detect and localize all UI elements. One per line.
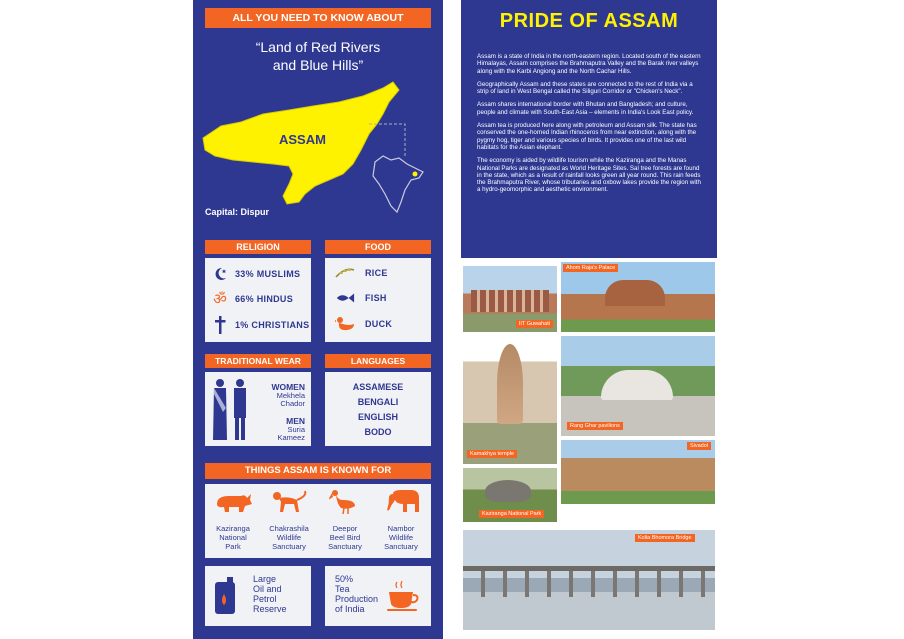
about-text-block (477, 53, 705, 200)
religion-label-muslims: 33% MUSLIMS (235, 269, 301, 279)
known-deepor-line-2: Beel Bird (329, 533, 361, 542)
wear-men-title: MEN (286, 416, 305, 426)
caption-iit-guwahati: IIT Guwahati (516, 320, 553, 328)
known-chakrashila-line-3: Sanctuary (272, 542, 306, 551)
languages-box (325, 372, 431, 446)
oil-box (205, 566, 311, 626)
about-paragraph-2: Geographically Assam and these states are connected to the rest of India via a strip of land in West Bengal called the Siliguri Corridor or "Chicken's Neck". (477, 80, 693, 96)
about-paragraph-1: Assam is a state of India in the north-eastern region. Located south of the eastern Himalayas, Assam comprises the Brahmaputra Valley and the Barak river valleys along with the Karbi Angiong and the North Cachar Hills. (477, 53, 701, 75)
photo-kaziranga-park (463, 468, 557, 522)
religion-row-hindus (211, 291, 293, 307)
wear-men-item-2: Kameez (277, 433, 305, 442)
photo-iit-guwahati (463, 266, 557, 332)
caption-sivadol: Sivadol (687, 442, 711, 450)
wear-women (271, 382, 305, 408)
known-chakrashila (261, 524, 317, 551)
duck-icon (335, 316, 355, 332)
photo-rang-ghar (561, 336, 715, 436)
tea-box (325, 566, 431, 626)
known-chakrashila-line-1: Chakrashila (269, 524, 309, 533)
religion-row-christians (211, 316, 309, 334)
religion-header: RELIGION (205, 240, 311, 254)
india-outline-icon (373, 156, 423, 212)
om-icon: ॐ (213, 290, 227, 308)
wear-women-item-2: Chador (280, 399, 305, 408)
caption-ahom-palace: Ahom Raja's Palace (563, 264, 618, 272)
food-label-fish: FISH (365, 293, 387, 303)
oil-line-4: Reserve (253, 604, 287, 614)
known-kaziranga-line-2: National (219, 533, 247, 542)
right-info-panel (461, 0, 717, 639)
photo-collage (461, 258, 717, 639)
tea-text (335, 574, 378, 614)
cross-icon (211, 316, 229, 334)
oil-line-3: Petrol (253, 594, 277, 604)
wear-men-item-1: Suria (287, 425, 305, 434)
wear-header: TRADITIONAL WEAR (205, 354, 311, 368)
caption-rang-ghar: Rang Ghar pavilions (567, 422, 623, 430)
tea-cup-icon (387, 580, 421, 612)
india-assam-dot-icon (413, 172, 418, 177)
known-for-header: THINGS ASSAM IS KNOWN FOR (205, 463, 431, 479)
language-bodo: BODO (364, 427, 392, 437)
religion-label-christians: 1% CHRISTIANS (235, 320, 310, 330)
food-row-fish (335, 291, 387, 305)
food-header: FOOD (325, 240, 431, 254)
capital-label: Capital: Dispur (205, 207, 270, 217)
tagline-line-2: and Blue Hills” (272, 57, 364, 73)
map-connector-line (369, 124, 405, 158)
about-paragraph-5: The economy is aided by wildlife tourism while the Kaziranga and the Manas National Parks are designated as World Heritage Sites. Sal tree forests are found in the state, which as a result of rainfall looks green all year round. This rain feeds the Brahmaputra River, whose tributaries and oxbow lakes provide the region with a hydro-geomorphic and aesthetic environment. (477, 157, 701, 194)
language-english: ENGLISH (357, 412, 398, 422)
tea-line-3: Production (335, 594, 379, 604)
about-paragraph-3: Assam shares international border with Bhutan and Bangladesh; and culture, people and climate with South-East Asia – elements in India's Look East policy. (477, 101, 694, 116)
wear-box (205, 372, 311, 446)
tea-line-2: Tea (335, 584, 350, 594)
religion-label-hindus: 66% HINDUS (235, 294, 294, 304)
crescent-star-icon (211, 266, 229, 282)
photo-ahom-palace (561, 262, 715, 332)
known-kaziranga (205, 524, 261, 551)
known-kaziranga-line-3: Park (225, 542, 241, 551)
elephant-icon (385, 488, 421, 514)
language-assamese: ASSAMESE (352, 382, 404, 392)
photo-sivadol (561, 440, 715, 504)
known-nambor-line-1: Nambor (387, 524, 415, 533)
known-deepor-line-1: Deepor (332, 524, 358, 533)
food-label-rice: RICE (365, 268, 388, 278)
language-bengali: BENGALI (357, 397, 399, 407)
rice-icon (335, 266, 355, 280)
tagline-line-1: “Land of Red Rivers (255, 39, 381, 55)
religion-box (205, 258, 311, 342)
women-dress-icon (211, 378, 229, 442)
wear-women-title: WOMEN (271, 382, 305, 392)
food-row-duck (335, 316, 392, 332)
oil-line-2: Oil and (253, 584, 282, 594)
oil-can-icon (213, 576, 237, 616)
left-infographic-panel (193, 0, 443, 639)
food-label-duck: DUCK (365, 319, 393, 329)
rhino-icon (215, 490, 253, 514)
about-banner: ALL YOU NEED TO KNOW ABOUT (205, 8, 431, 28)
monkey-icon (269, 490, 309, 514)
photo-kamakhya-temple (463, 336, 557, 464)
caption-kaziranga-park: Kaziranga National Park (479, 510, 544, 518)
known-kaziranga-line-1: Kaziranga (216, 524, 250, 533)
pelican-icon (329, 488, 359, 514)
oil-text (253, 574, 287, 614)
caption-kamakhya-temple: Kamakhya temple (467, 450, 517, 458)
languages-header: LANGUAGES (325, 354, 431, 368)
fish-icon (335, 291, 355, 305)
about-paragraph-4: Assam tea is produced here along with petroleum and Assam silk. The state has conserved the one-horned Indian rhinoceros from near extinction, along with the pygmy hog, tiger and various species of birds. It provides one of the last wild habitats for the Asian elephant. (477, 122, 697, 151)
map-label: ASSAM (279, 132, 326, 147)
known-deepor (317, 524, 373, 551)
wear-women-item-1: Mekhela (276, 391, 305, 400)
religion-row-muslims (211, 266, 300, 282)
wear-men (277, 416, 305, 442)
tea-line-1: 50% (335, 574, 354, 584)
tea-line-4: of India (335, 604, 365, 614)
tagline (193, 38, 443, 74)
pride-title: PRIDE OF ASSAM (499, 10, 679, 32)
known-deepor-line-3: Sanctuary (328, 542, 362, 551)
photo-kolia-bhomora-bridge (463, 530, 715, 630)
known-nambor-line-3: Sanctuary (384, 542, 418, 551)
assam-map (193, 80, 443, 220)
caption-kolia-bhomora-bridge: Kolia Bhomora Bridge (635, 534, 695, 542)
oil-line-1: Large (253, 574, 277, 584)
known-nambor (373, 524, 429, 551)
food-row-rice (335, 266, 388, 280)
food-box (325, 258, 431, 342)
known-nambor-line-2: Wildlife (388, 533, 414, 542)
men-dress-icon (231, 378, 249, 442)
known-chakrashila-line-2: Wildlife (276, 533, 302, 542)
known-for-box (205, 484, 431, 558)
